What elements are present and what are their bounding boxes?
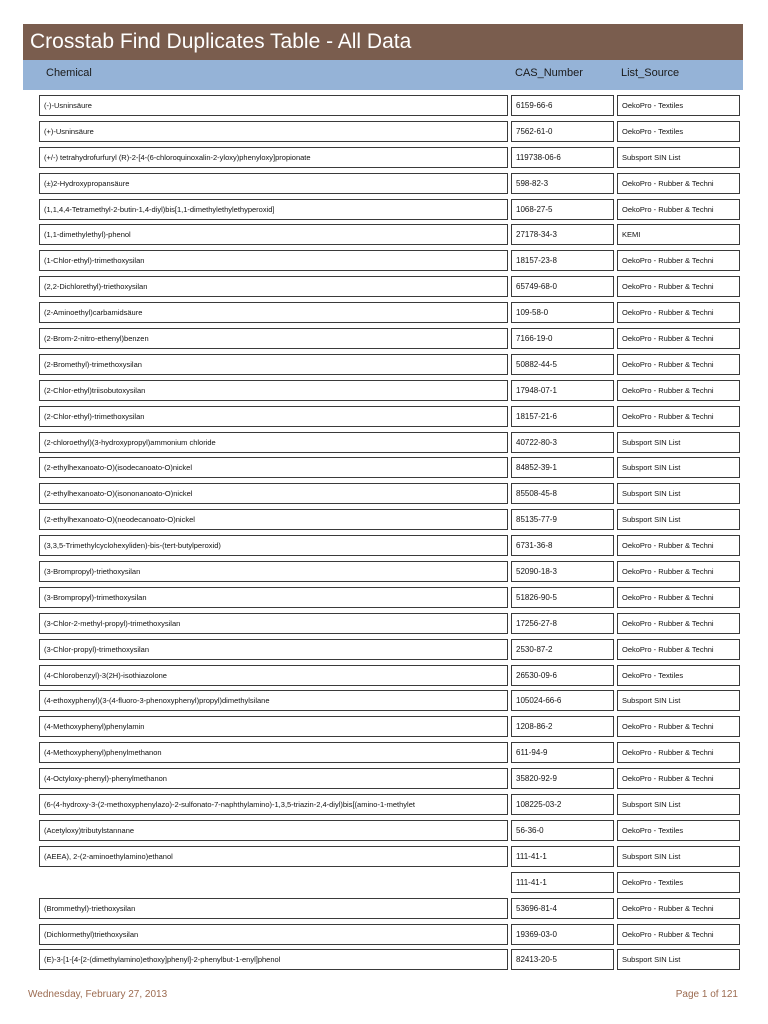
- cell-chemical: (4-Methoxyphenyl)phenylmethanon: [39, 742, 508, 763]
- cell-chemical: (6-(4-hydroxy-3-(2-methoxyphenylazo)-2-sulfonato-7-naphthylamino)-1,3,5-triazin-2,4-diyl)bis[(amino-1-methylet: [39, 794, 508, 815]
- table-row: [39, 820, 740, 846]
- table-row: [39, 406, 740, 432]
- cell-chemical: (2-Bromethyl)-trimethoxysilan: [39, 354, 508, 375]
- cell-cas-number: 7166-19-0: [511, 328, 614, 349]
- cell-list-source: OekoPro - Rubber & Techni: [617, 561, 740, 582]
- cell-cas-number: 119738-06-6: [511, 147, 614, 168]
- cell-chemical: (2,2-Dichlorethyl)-triethoxysilan: [39, 276, 508, 297]
- column-header-chemical: Chemical: [46, 67, 92, 79]
- table-row: [39, 328, 740, 354]
- cell-chemical: (Acetyloxy)tributylstannane: [39, 820, 508, 841]
- table-row: [39, 173, 740, 199]
- cell-list-source: OekoPro - Textiles: [617, 121, 740, 142]
- cell-list-source: OekoPro - Rubber & Techni: [617, 768, 740, 789]
- cell-cas-number: 7562-61-0: [511, 121, 614, 142]
- cell-chemical: (±)2-Hydroxypropansäure: [39, 173, 508, 194]
- table-row: [39, 613, 740, 639]
- cell-cas-number: 598-82-3: [511, 173, 614, 194]
- cell-chemical: (2-Brom-2-nitro-ethenyl)benzen: [39, 328, 508, 349]
- cell-list-source: OekoPro - Rubber & Techni: [617, 406, 740, 427]
- cell-cas-number: 50882-44-5: [511, 354, 614, 375]
- cell-cas-number: 53696-81-4: [511, 898, 614, 919]
- cell-list-source: Subsport SIN List: [617, 794, 740, 815]
- table-row: [39, 276, 740, 302]
- cell-chemical: (+/-) tetrahydrofurfuryl (R)-2-[4-(6-chloroquinoxalin-2-yloxy)phenyloxy]propionate: [39, 147, 508, 168]
- table-row: [39, 587, 740, 613]
- cell-chemical: (2-chloroethyl)(3-hydroxypropyl)ammonium chloride: [39, 432, 508, 453]
- table-row: [39, 250, 740, 276]
- cell-chemical: (4-Chlorobenzyl)-3(2H)-isothiazolone: [39, 665, 508, 686]
- cell-cas-number: 18157-21-6: [511, 406, 614, 427]
- cell-list-source: Subsport SIN List: [617, 949, 740, 970]
- cell-chemical: (3-Chlor-2-methyl-propyl)-trimethoxysilan: [39, 613, 508, 634]
- cell-list-source: Subsport SIN List: [617, 457, 740, 478]
- footer-page-number: Page 1 of 121: [675, 989, 738, 1000]
- cell-cas-number: 17256-27-8: [511, 613, 614, 634]
- cell-chemical: (1,1-dimethylethyl)-phenol: [39, 224, 508, 245]
- cell-chemical: (1,1,4,4-Tetramethyl-2-butin-1,4-diyl)bis[1,1-dimethylethylethyperoxid]: [39, 199, 508, 220]
- cell-list-source: Subsport SIN List: [617, 509, 740, 530]
- table-row: [39, 121, 740, 147]
- cell-chemical: (4-Octyloxy-phenyl)-phenylmethanon: [39, 768, 508, 789]
- cell-cas-number: 85135-77-9: [511, 509, 614, 530]
- cell-cas-number: 6159-66-6: [511, 95, 614, 116]
- cell-list-source: OekoPro - Rubber & Techni: [617, 898, 740, 919]
- cell-cas-number: 40722-80-3: [511, 432, 614, 453]
- cell-chemical: (Dichlormethyl)triethoxysilan: [39, 924, 508, 945]
- cell-list-source: OekoPro - Textiles: [617, 665, 740, 686]
- table-row: [39, 690, 740, 716]
- cell-chemical: (AEEA), 2-(2-aminoethylamino)ethanol: [39, 846, 508, 867]
- table-row: [39, 665, 740, 691]
- table-row: [39, 199, 740, 225]
- cell-cas-number: 109-58-0: [511, 302, 614, 323]
- cell-chemical: (2-ethylhexanoato-O)(isononanoato-O)nickel: [39, 483, 508, 504]
- cell-list-source: OekoPro - Textiles: [617, 820, 740, 841]
- cell-list-source: OekoPro - Rubber & Techni: [617, 173, 740, 194]
- cell-chemical: (2-Chlor-ethyl)-trimethoxysilan: [39, 406, 508, 427]
- cell-list-source: OekoPro - Rubber & Techni: [617, 354, 740, 375]
- cell-chemical: (3-Chlor-propyl)-trimethoxysilan: [39, 639, 508, 660]
- table-row: [39, 354, 740, 380]
- cell-list-source: OekoPro - Rubber & Techni: [617, 380, 740, 401]
- table-row: [39, 224, 740, 250]
- cell-cas-number: 85508-45-8: [511, 483, 614, 504]
- cell-cas-number: 1208-86-2: [511, 716, 614, 737]
- cell-chemical: (4-ethoxyphenyl)(3-(4-fluoro-3-phenoxyphenyl)propyl)dimethylsilane: [39, 690, 508, 711]
- cell-cas-number: 6731-36-8: [511, 535, 614, 556]
- cell-chemical: (E)-3-[1-[4-[2-(dimethylamino)ethoxy]phenyl]-2-phenylbut-1-enyl]phenol: [39, 949, 508, 970]
- cell-cas-number: 51826-90-5: [511, 587, 614, 608]
- cell-list-source: Subsport SIN List: [617, 432, 740, 453]
- table-header: [23, 60, 743, 90]
- cell-cas-number: 82413-20-5: [511, 949, 614, 970]
- cell-cas-number: 56-36-0: [511, 820, 614, 841]
- cell-list-source: OekoPro - Textiles: [617, 872, 740, 893]
- cell-cas-number: 111-41-1: [511, 872, 614, 893]
- table-row: [39, 380, 740, 406]
- cell-chemical: (1-Chlor-ethyl)-trimethoxysilan: [39, 250, 508, 271]
- cell-chemical: (4-Methoxyphenyl)phenylamin: [39, 716, 508, 737]
- cell-list-source: OekoPro - Rubber & Techni: [617, 924, 740, 945]
- cell-list-source: OekoPro - Rubber & Techni: [617, 199, 740, 220]
- cell-list-source: OekoPro - Textiles: [617, 95, 740, 116]
- cell-cas-number: 611-94-9: [511, 742, 614, 763]
- table-row: [39, 742, 740, 768]
- cell-list-source: OekoPro - Rubber & Techni: [617, 613, 740, 634]
- cell-chemical: (2-ethylhexanoato-O)(isodecanoato-O)nickel: [39, 457, 508, 478]
- cell-cas-number: 65749-68-0: [511, 276, 614, 297]
- cell-list-source: OekoPro - Rubber & Techni: [617, 535, 740, 556]
- cell-chemical: (2-Chlor-ethyl)triisobutoxysilan: [39, 380, 508, 401]
- cell-chemical: (2-ethylhexanoato-O)(neodecanoato-O)nickel: [39, 509, 508, 530]
- table-row: [39, 846, 740, 872]
- table-row: [39, 302, 740, 328]
- cell-list-source: OekoPro - Rubber & Techni: [617, 639, 740, 660]
- report-title: Crosstab Find Duplicates Table - All Data: [23, 24, 743, 60]
- table-body: [39, 95, 740, 975]
- cell-cas-number: 84852-39-1: [511, 457, 614, 478]
- cell-cas-number: 26530-09-6: [511, 665, 614, 686]
- cell-chemical: (+)-Usninsäure: [39, 121, 508, 142]
- cell-list-source: OekoPro - Rubber & Techni: [617, 587, 740, 608]
- table-row: [39, 898, 740, 924]
- cell-cas-number: 108225-03-2: [511, 794, 614, 815]
- table-row: [39, 768, 740, 794]
- cell-chemical: (3,3,5-Trimethylcyclohexyliden)-bis-(tert-butylperoxid): [39, 535, 508, 556]
- table-row: [39, 432, 740, 458]
- cell-chemical: (-)-Usninsäure: [39, 95, 508, 116]
- cell-list-source: OekoPro - Rubber & Techni: [617, 328, 740, 349]
- cell-chemical: (2-Aminoethyl)carbamidsäure: [39, 302, 508, 323]
- table-row: [39, 147, 740, 173]
- cell-list-source: KEMI: [617, 224, 740, 245]
- column-header-cas-number: CAS_Number: [515, 67, 583, 79]
- cell-list-source: Subsport SIN List: [617, 483, 740, 504]
- cell-cas-number: 27178-34-3: [511, 224, 614, 245]
- cell-list-source: OekoPro - Rubber & Techni: [617, 716, 740, 737]
- cell-cas-number: 2530-87-2: [511, 639, 614, 660]
- table-row: [39, 872, 740, 898]
- cell-chemical: (3-Brompropyl)-trimethoxysilan: [39, 587, 508, 608]
- table-row: [39, 561, 740, 587]
- cell-list-source: OekoPro - Rubber & Techni: [617, 742, 740, 763]
- cell-cas-number: 35820-92-9: [511, 768, 614, 789]
- table-row: [39, 483, 740, 509]
- cell-list-source: Subsport SIN List: [617, 690, 740, 711]
- cell-cas-number: 105024-66-6: [511, 690, 614, 711]
- cell-list-source: Subsport SIN List: [617, 846, 740, 867]
- table-row: [39, 949, 740, 975]
- cell-list-source: Subsport SIN List: [617, 147, 740, 168]
- table-row: [39, 794, 740, 820]
- table-row: [39, 509, 740, 535]
- table-row: [39, 639, 740, 665]
- cell-list-source: OekoPro - Rubber & Techni: [617, 302, 740, 323]
- cell-list-source: OekoPro - Rubber & Techni: [617, 250, 740, 271]
- cell-chemical: (Brommethyl)-triethoxysilan: [39, 898, 508, 919]
- footer-date: Wednesday, February 27, 2013: [28, 989, 168, 1000]
- column-header-list-source: List_Source: [621, 67, 680, 79]
- cell-cas-number: 111-41-1: [511, 846, 614, 867]
- table-row: [39, 716, 740, 742]
- cell-cas-number: 19369-03-0: [511, 924, 614, 945]
- table-row: [39, 95, 740, 121]
- cell-cas-number: 17948-07-1: [511, 380, 614, 401]
- cell-chemical: (3-Brompropyl)-triethoxysilan: [39, 561, 508, 582]
- cell-cas-number: 52090-18-3: [511, 561, 614, 582]
- cell-cas-number: 1068-27-5: [511, 199, 614, 220]
- cell-cas-number: 18157-23-8: [511, 250, 614, 271]
- table-row: [39, 457, 740, 483]
- table-row: [39, 924, 740, 950]
- table-row: [39, 535, 740, 561]
- cell-list-source: OekoPro - Rubber & Techni: [617, 276, 740, 297]
